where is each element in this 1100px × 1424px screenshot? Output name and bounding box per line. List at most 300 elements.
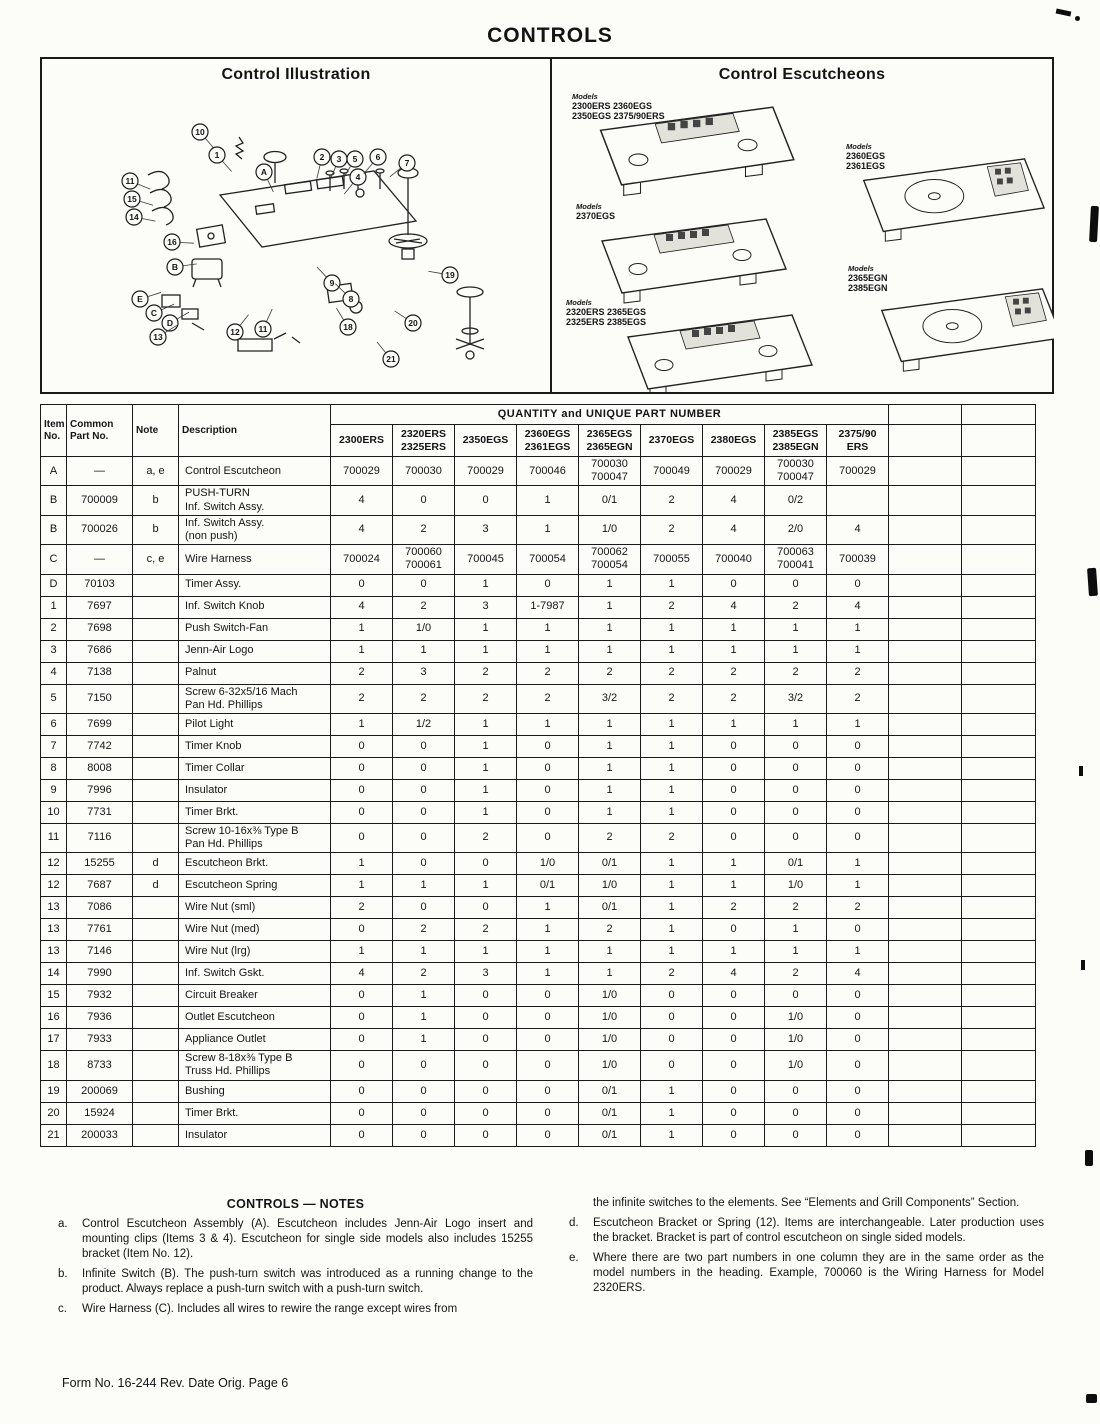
- qty-cell: 0: [827, 801, 889, 823]
- note-cell: [133, 1102, 179, 1124]
- empty-cell: [962, 779, 1036, 801]
- qty-cell: 1: [641, 713, 703, 735]
- qty-cell: 700054: [517, 545, 579, 574]
- description-cell: Escutcheon Brkt.: [179, 853, 331, 875]
- escutcheon-models-label: Models 2365EGN 2385EGN: [848, 264, 888, 293]
- qty-cell: 0: [641, 1051, 703, 1080]
- callout-leader-line: [268, 180, 274, 192]
- part-no-cell: 7150: [67, 684, 133, 713]
- qty-cell: 1: [393, 640, 455, 662]
- column-header: Item No.: [41, 405, 67, 457]
- notes-title: CONTROLS — NOTES: [226, 1197, 365, 1211]
- qty-cell: 1: [641, 941, 703, 963]
- qty-cell: 4: [331, 515, 393, 544]
- qty-cell: 700029: [827, 457, 889, 486]
- qty-cell: 0: [827, 823, 889, 852]
- part-no-cell: 8733: [67, 1051, 133, 1080]
- qty-cell: 0: [703, 757, 765, 779]
- note-cell: [133, 735, 179, 757]
- notes-section: [58, 1196, 1044, 1322]
- empty-cell: [962, 853, 1036, 875]
- callout-number: 4: [355, 172, 361, 182]
- qty-cell: 0: [765, 757, 827, 779]
- qty-cell: 0: [703, 801, 765, 823]
- part-no-cell: 15255: [67, 853, 133, 875]
- qty-cell: 1: [579, 713, 641, 735]
- control-illustration-diagram: [42, 87, 550, 389]
- part-no-cell: 7936: [67, 1007, 133, 1029]
- qty-cell: 700062 700054: [579, 545, 641, 574]
- qty-cell: 4: [331, 963, 393, 985]
- empty-cell: [889, 801, 962, 823]
- qty-cell: 4: [827, 596, 889, 618]
- description-cell: Screw 6-32x5/16 Mach Pan Hd. Phillips: [179, 684, 331, 713]
- qty-cell: 1: [579, 757, 641, 779]
- qty-cell: 1: [765, 618, 827, 640]
- illustration-callouts: [122, 124, 458, 367]
- qty-cell: 0: [455, 853, 517, 875]
- table-row: [41, 457, 1036, 486]
- qty-cell: 0: [331, 779, 393, 801]
- item-no-cell: 13: [41, 919, 67, 941]
- qty-cell: 3: [455, 515, 517, 544]
- qty-cell: 0: [331, 1007, 393, 1029]
- item-no-cell: D: [41, 574, 67, 596]
- qty-cell: 2: [455, 823, 517, 852]
- qty-cell: 0: [703, 1007, 765, 1029]
- empty-cell: [889, 574, 962, 596]
- empty-cell: [889, 941, 962, 963]
- qty-cell: 1: [765, 713, 827, 735]
- qty-cell: 1: [641, 735, 703, 757]
- description-cell: Appliance Outlet: [179, 1029, 331, 1051]
- model-column-header: 2320ERS 2325ERS: [393, 425, 455, 457]
- qty-cell: 0: [517, 757, 579, 779]
- callout-leader-line: [142, 219, 155, 222]
- qty-cell: 0: [517, 1007, 579, 1029]
- empty-cell: [962, 596, 1036, 618]
- table-row: [41, 801, 1036, 823]
- qty-cell: 0: [331, 1102, 393, 1124]
- qty-cell: 1: [827, 618, 889, 640]
- qty-cell: 1: [641, 1124, 703, 1146]
- qty-cell: 0: [393, 574, 455, 596]
- empty-cell: [889, 963, 962, 985]
- qty-cell: 1/0: [765, 1029, 827, 1051]
- note-cell: b: [133, 486, 179, 515]
- part-no-cell: 7990: [67, 963, 133, 985]
- qty-cell: 1: [641, 919, 703, 941]
- qty-cell: 1-7987: [517, 596, 579, 618]
- empty-cell: [962, 457, 1036, 486]
- control-escutcheons-panel: [552, 59, 1052, 392]
- part-no-cell: 7146: [67, 941, 133, 963]
- callout-leader-line: [428, 271, 441, 273]
- qty-cell: 4: [703, 596, 765, 618]
- part-no-cell: 200069: [67, 1080, 133, 1102]
- qty-cell: 1/0: [579, 1007, 641, 1029]
- empty-cell: [889, 618, 962, 640]
- qty-cell: 0: [827, 757, 889, 779]
- empty-cell: [889, 1007, 962, 1029]
- part-no-cell: 200033: [67, 1124, 133, 1146]
- escutcheons-svg: [552, 87, 1054, 392]
- note-cell: [133, 1080, 179, 1102]
- qty-cell: 1/0: [517, 853, 579, 875]
- item-no-cell: A: [41, 457, 67, 486]
- qty-cell: 1: [641, 779, 703, 801]
- empty-cell: [889, 919, 962, 941]
- note-cell: [133, 574, 179, 596]
- qty-cell: 1: [579, 618, 641, 640]
- qty-cell: 2: [331, 897, 393, 919]
- note-label: [569, 1196, 593, 1211]
- empty-cell: [962, 618, 1036, 640]
- notes-col-right: [569, 1196, 1044, 1322]
- qty-cell: 0: [455, 486, 517, 515]
- part-no-cell: 7697: [67, 596, 133, 618]
- qty-cell: 2: [393, 596, 455, 618]
- table-row: [41, 897, 1036, 919]
- note-cell: [133, 596, 179, 618]
- empty-header: [962, 425, 1036, 457]
- qty-cell: 1: [579, 941, 641, 963]
- escutcheon-panel-drawing-4: [628, 315, 812, 392]
- escutcheon-panel-drawing-2: [864, 159, 1044, 241]
- qty-cell: 0: [827, 1080, 889, 1102]
- qty-cell: 0: [393, 757, 455, 779]
- item-no-cell: 10: [41, 801, 67, 823]
- model-column-header: 2365EGS 2365EGN: [579, 425, 641, 457]
- qty-cell: 1: [827, 875, 889, 897]
- callout-leader-line: [138, 184, 151, 189]
- qty-cell: 700039: [827, 545, 889, 574]
- qty-cell: 2: [455, 684, 517, 713]
- qty-cell: 1: [579, 801, 641, 823]
- qty-cell: 0: [517, 779, 579, 801]
- qty-cell: 2: [765, 596, 827, 618]
- qty-cell: 1: [455, 713, 517, 735]
- qty-cell: 0: [827, 574, 889, 596]
- empty-cell: [962, 963, 1036, 985]
- control-illustration-panel: [42, 59, 552, 392]
- qty-cell: 2: [579, 919, 641, 941]
- description-cell: Inf. Switch Gskt.: [179, 963, 331, 985]
- part-no-cell: 7686: [67, 640, 133, 662]
- qty-cell: 1: [331, 640, 393, 662]
- note-text: Escutcheon Bracket or Spring (12). Items are interchangeable. Later production uses the bracket. Bracket is part of control escutcheon on single sided models.: [593, 1216, 1044, 1244]
- qty-cell: 0: [703, 1051, 765, 1080]
- escutcheons-title: Control Escutcheons: [718, 66, 886, 83]
- empty-cell: [889, 875, 962, 897]
- empty-cell: [962, 919, 1036, 941]
- model-column-header: 2375/90 ERS: [827, 425, 889, 457]
- empty-cell: [889, 486, 962, 515]
- qty-cell: 700029: [331, 457, 393, 486]
- escutcheon-models-label: Models 2360EGS 2361EGS: [846, 142, 886, 171]
- callout-number: 21: [386, 354, 396, 364]
- qty-cell: 1: [641, 574, 703, 596]
- qty-cell: 1: [455, 735, 517, 757]
- note-cell: [133, 1029, 179, 1051]
- empty-cell: [889, 1051, 962, 1080]
- qty-cell: 0: [765, 985, 827, 1007]
- note-cell: [133, 779, 179, 801]
- qty-cell: 0: [331, 1029, 393, 1051]
- qty-cell: 0: [393, 1102, 455, 1124]
- qty-cell: 0: [827, 919, 889, 941]
- part-no-cell: 7932: [67, 985, 133, 1007]
- empty-cell: [889, 596, 962, 618]
- qty-cell: 0: [393, 486, 455, 515]
- note-cell: [133, 919, 179, 941]
- table-row: [41, 713, 1036, 735]
- item-no-cell: 18: [41, 1051, 67, 1080]
- empty-cell: [889, 545, 962, 574]
- note-cell: [133, 662, 179, 684]
- qty-cell: 2: [703, 684, 765, 713]
- qty-cell: 1: [331, 713, 393, 735]
- empty-cell: [962, 662, 1036, 684]
- note-cell: [133, 1124, 179, 1146]
- qty-cell: 2: [703, 662, 765, 684]
- note-item: [58, 1267, 533, 1297]
- qty-cell: 2: [765, 662, 827, 684]
- qty-cell: 0: [703, 574, 765, 596]
- qty-cell: 4: [827, 963, 889, 985]
- note-cell: [133, 801, 179, 823]
- qty-cell: 1: [517, 486, 579, 515]
- qty-cell: 1/0: [393, 618, 455, 640]
- part-no-cell: 15924: [67, 1102, 133, 1124]
- part-no-cell: 7687: [67, 875, 133, 897]
- qty-cell: 700049: [641, 457, 703, 486]
- qty-cell: 4: [703, 963, 765, 985]
- callout-leader-line: [344, 184, 352, 195]
- callout-leader-line: [317, 165, 320, 178]
- empty-cell: [889, 757, 962, 779]
- note-cell: [133, 897, 179, 919]
- qty-cell: 1: [331, 853, 393, 875]
- callout-number: 6: [375, 152, 381, 162]
- qty-cell: 1: [455, 779, 517, 801]
- qty-cell: 0: [393, 1080, 455, 1102]
- empty-cell: [962, 941, 1036, 963]
- callout-leader-line: [183, 264, 196, 266]
- table-row: [41, 515, 1036, 544]
- qty-cell: 3: [455, 963, 517, 985]
- description-cell: Screw 8-18x⅜ Type B Truss Hd. Phillips: [179, 1051, 331, 1080]
- description-cell: Palnut: [179, 662, 331, 684]
- escutcheon-panel-drawing-3: [602, 219, 786, 303]
- qty-cell: 700055: [641, 545, 703, 574]
- item-no-cell: 12: [41, 875, 67, 897]
- empty-cell: [889, 985, 962, 1007]
- part-no-cell: 7698: [67, 618, 133, 640]
- item-no-cell: B: [41, 486, 67, 515]
- scan-artifact: [1079, 766, 1083, 776]
- description-cell: Control Escutcheon: [179, 457, 331, 486]
- qty-cell: [827, 486, 889, 515]
- item-no-cell: 5: [41, 684, 67, 713]
- qty-cell: 0: [517, 823, 579, 852]
- qty-cell: 4: [331, 486, 393, 515]
- qty-cell: 1: [579, 963, 641, 985]
- qty-cell: 2: [765, 897, 827, 919]
- table-row: [41, 618, 1036, 640]
- parts-table-head: [41, 405, 1036, 457]
- qty-cell: 0: [765, 1102, 827, 1124]
- escutcheon-models-label: Models 2370EGS: [576, 202, 616, 221]
- table-row: [41, 1080, 1036, 1102]
- table-row: [41, 963, 1036, 985]
- table-row: [41, 941, 1036, 963]
- item-no-cell: B: [41, 515, 67, 544]
- note-text: Control Escutcheon Assembly (A). Escutcheon includes Jenn-Air Logo insert and mounting clips (Items 3 & 4). Escutcheon for single side models also includes 15255 bracket (Item No. 12).: [82, 1218, 533, 1261]
- empty-cell: [889, 713, 962, 735]
- qty-cell: 0: [517, 574, 579, 596]
- qty-cell: 0: [331, 919, 393, 941]
- qty-cell: 1: [703, 640, 765, 662]
- qty-cell: 1: [703, 875, 765, 897]
- callout-number: 11: [258, 324, 268, 334]
- qty-cell: 1/0: [765, 875, 827, 897]
- parts-table: [40, 404, 1036, 1147]
- item-no-cell: 11: [41, 823, 67, 852]
- empty-cell: [889, 684, 962, 713]
- model-column-header: 2350EGS: [455, 425, 517, 457]
- table-row: [41, 545, 1036, 574]
- note-cell: [133, 963, 179, 985]
- description-cell: Wire Harness: [179, 545, 331, 574]
- empty-cell: [889, 1102, 962, 1124]
- item-no-cell: 3: [41, 640, 67, 662]
- qty-cell: 1/0: [579, 1051, 641, 1080]
- callout-number: 1: [214, 150, 220, 160]
- item-no-cell: 14: [41, 963, 67, 985]
- escutcheon-models-label: Models 2300ERS 2360EGS 2350EGS 2375/90ERS: [572, 92, 665, 121]
- empty-cell: [889, 853, 962, 875]
- qty-cell: 1: [455, 640, 517, 662]
- item-no-cell: 1: [41, 596, 67, 618]
- qty-cell: 700063 700041: [765, 545, 827, 574]
- description-cell: Outlet Escutcheon: [179, 1007, 331, 1029]
- description-cell: Timer Assy.: [179, 574, 331, 596]
- qty-cell: 700024: [331, 545, 393, 574]
- description-cell: Screw 10-16x⅜ Type B Pan Hd. Phillips: [179, 823, 331, 852]
- table-row: [41, 486, 1036, 515]
- qty-cell: 700030 700047: [579, 457, 641, 486]
- item-no-cell: 17: [41, 1029, 67, 1051]
- qty-cell: 0: [827, 735, 889, 757]
- qty-cell: 0: [827, 1051, 889, 1080]
- qty-cell: 2: [393, 963, 455, 985]
- qty-cell: 1: [641, 757, 703, 779]
- page-title: CONTROLS: [487, 24, 613, 47]
- note-text: the infinite switches to the elements. See “Elements and Grill Components” Section.: [593, 1197, 1020, 1209]
- qty-cell: 1: [579, 735, 641, 757]
- item-no-cell: 2: [41, 618, 67, 640]
- qty-cell: 700029: [703, 457, 765, 486]
- callout-number: C: [150, 308, 158, 318]
- qty-cell: 0: [703, 919, 765, 941]
- qty-cell: 700045: [455, 545, 517, 574]
- table-row: [41, 985, 1036, 1007]
- qty-cell: 2: [455, 662, 517, 684]
- note-label: c.: [58, 1302, 67, 1315]
- quantity-header: QUANTITY and UNIQUE PART NUMBER: [331, 405, 889, 425]
- qty-cell: 0: [765, 1124, 827, 1146]
- qty-cell: 1: [641, 640, 703, 662]
- scan-artifact: [1085, 1150, 1093, 1166]
- callout-leader-line: [395, 311, 406, 318]
- table-row: [41, 662, 1036, 684]
- empty-header: [889, 405, 962, 425]
- qty-cell: 0: [331, 985, 393, 1007]
- callout-leader-line: [240, 315, 248, 326]
- part-no-cell: 7116: [67, 823, 133, 852]
- table-row: [41, 735, 1036, 757]
- qty-cell: 0: [703, 985, 765, 1007]
- empty-cell: [962, 1007, 1036, 1029]
- qty-cell: 700040: [703, 545, 765, 574]
- note-cell: c, e: [133, 545, 179, 574]
- qty-cell: 0: [455, 1007, 517, 1029]
- empty-cell: [962, 515, 1036, 544]
- description-cell: Wire Nut (med): [179, 919, 331, 941]
- part-no-cell: —: [67, 545, 133, 574]
- qty-cell: 1: [827, 713, 889, 735]
- qty-cell: 2: [331, 662, 393, 684]
- part-no-cell: 7731: [67, 801, 133, 823]
- qty-cell: 1: [827, 640, 889, 662]
- qty-cell: 0: [765, 823, 827, 852]
- qty-cell: 3: [393, 662, 455, 684]
- qty-cell: 0: [517, 735, 579, 757]
- qty-cell: 2: [579, 662, 641, 684]
- qty-cell: 0: [393, 823, 455, 852]
- callout-leader-line: [377, 342, 386, 352]
- qty-cell: 0/1: [579, 897, 641, 919]
- qty-cell: 700060 700061: [393, 545, 455, 574]
- part-no-cell: 7996: [67, 779, 133, 801]
- qty-cell: 2: [641, 515, 703, 544]
- item-no-cell: 6: [41, 713, 67, 735]
- description-cell: Insulator: [179, 779, 331, 801]
- qty-cell: 0: [703, 1102, 765, 1124]
- qty-cell: 1: [703, 853, 765, 875]
- description-cell: PUSH-TURN Inf. Switch Assy.: [179, 486, 331, 515]
- note-cell: [133, 1007, 179, 1029]
- qty-cell: 1/2: [393, 713, 455, 735]
- item-no-cell: C: [41, 545, 67, 574]
- scan-artifact: [1089, 206, 1099, 242]
- qty-cell: 0: [827, 779, 889, 801]
- qty-cell: 0: [641, 985, 703, 1007]
- qty-cell: 2: [827, 662, 889, 684]
- qty-cell: 0: [765, 574, 827, 596]
- empty-header: [962, 405, 1036, 425]
- qty-cell: 1: [455, 618, 517, 640]
- qty-cell: 0: [393, 853, 455, 875]
- qty-cell: 0: [331, 801, 393, 823]
- callout-number: 19: [445, 270, 455, 280]
- qty-cell: 0: [517, 1029, 579, 1051]
- table-row: [41, 779, 1036, 801]
- callout-number: 20: [408, 318, 418, 328]
- qty-cell: 1: [331, 941, 393, 963]
- qty-cell: 3/2: [579, 684, 641, 713]
